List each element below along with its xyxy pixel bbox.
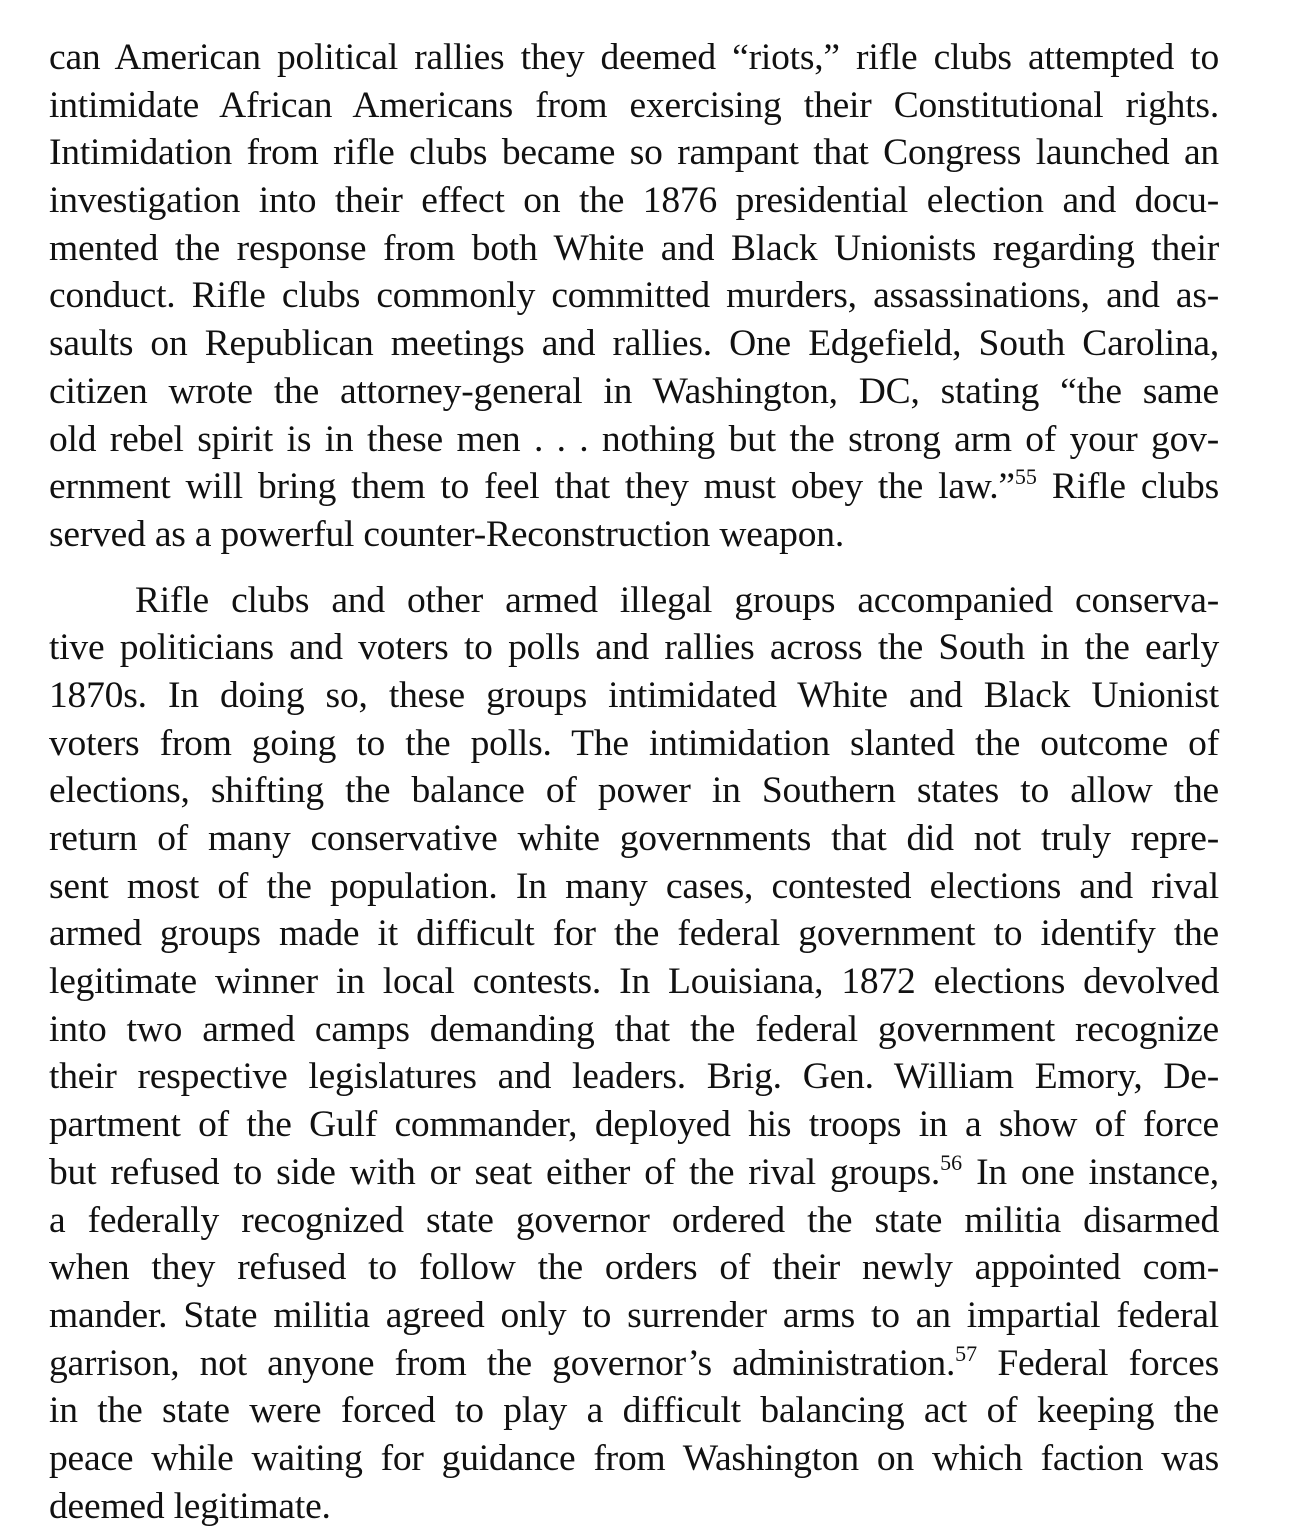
text-line: 1870s. In doing so, these groups intimidated White and Black Unionist (49, 674, 1219, 716)
line-text-before-footnote: garrison, not anyone from the governor’s administration. (49, 1342, 956, 1384)
text-line: a federally recognized state governor ordered the state militia disarmed (49, 1199, 1219, 1241)
text-line: served as a powerful counter-Reconstruction weapon. (49, 513, 845, 555)
text-line: investigation into their effect on the 1876 presidential election and docu- (49, 180, 1219, 222)
footnote-marker-57[interactable]: 57 (955, 1340, 978, 1366)
text-line: legitimate winner in local contests. In Louisiana, 1872 elections devolved (49, 961, 1219, 1003)
text-line: sent most of the population. In many cases, contested elections and rival (49, 865, 1219, 907)
text-line: peace while waiting for guidance from Washington on which faction was (49, 1437, 1219, 1479)
text-line: conduct. Rifle clubs commonly committed murders, assassinations, and as- (49, 275, 1219, 317)
line-text-after-footnote: Rifle clubs (1036, 466, 1219, 508)
line-text-before-footnote: ernment will bring them to feel that they must obey the law.” (49, 466, 1015, 508)
line-text-after-footnote: Federal forces (977, 1342, 1219, 1384)
text-line: citizen wrote the attorney-general in Washington, DC, stating “the same (49, 370, 1219, 412)
text-line: Rifle clubs and other armed illegal groups accompanied conserva- (135, 579, 1219, 621)
line-text-after-footnote: In one instance, (962, 1151, 1219, 1193)
text-line: deemed legitimate. (49, 1485, 331, 1527)
text-line: into two armed camps demanding that the federal government recognize (49, 1008, 1219, 1050)
text-line: their respective legislatures and leaders. Brig. Gen. William Emory, De- (49, 1056, 1219, 1098)
text-line: mander. State militia agreed only to surrender arms to an impartial federal (49, 1294, 1219, 1336)
text-line: armed groups made it difficult for the federal government to identify the (49, 913, 1219, 955)
text-line: saults on Republican meetings and rallies. One Edgefield, South Carolina, (49, 323, 1219, 365)
text-line-with-footnote (49, 463, 1219, 511)
text-line: old rebel spirit is in these men . . . nothing but the strong arm of your gov- (49, 418, 1219, 460)
text-line: Intimidation from rifle clubs became so rampant that Congress launched an (49, 132, 1219, 174)
text-line: can American political rallies they deemed “riots,” rifle clubs attempted to (49, 37, 1219, 78)
document-page (49, 34, 1219, 1530)
text-line: partment of the Gulf commander, deployed his troops in a show of force (49, 1104, 1219, 1146)
text-line-with-footnote (49, 1149, 1219, 1197)
footnote-marker-56[interactable]: 56 (940, 1149, 963, 1175)
paragraph-2 (49, 577, 1219, 1531)
line-text-before-footnote: but refused to side with or seat either of the rival groups. (49, 1151, 941, 1193)
text-line: voters from going to the polls. The intimidation slanted the outcome of (49, 722, 1219, 764)
text-line: elections, shifting the balance of power in Southern states to allow the (49, 770, 1219, 812)
text-line-with-footnote (49, 1340, 1219, 1388)
footnote-marker-55[interactable]: 55 (1014, 464, 1037, 490)
text-line: tive politicians and voters to polls and rallies across the South in the early (49, 627, 1219, 669)
text-line: in the state were forced to play a difficult balancing act of keeping the (49, 1390, 1219, 1432)
text-line: intimidate African Americans from exercising their Constitutional rights. (49, 84, 1219, 126)
text-line: mented the response from both White and Black Unionists regarding their (49, 227, 1219, 269)
paragraph-1 (49, 34, 1219, 559)
text-line: when they refused to follow the orders of their newly appointed com- (49, 1247, 1219, 1289)
text-line: return of many conservative white governments that did not truly repre- (49, 818, 1219, 859)
